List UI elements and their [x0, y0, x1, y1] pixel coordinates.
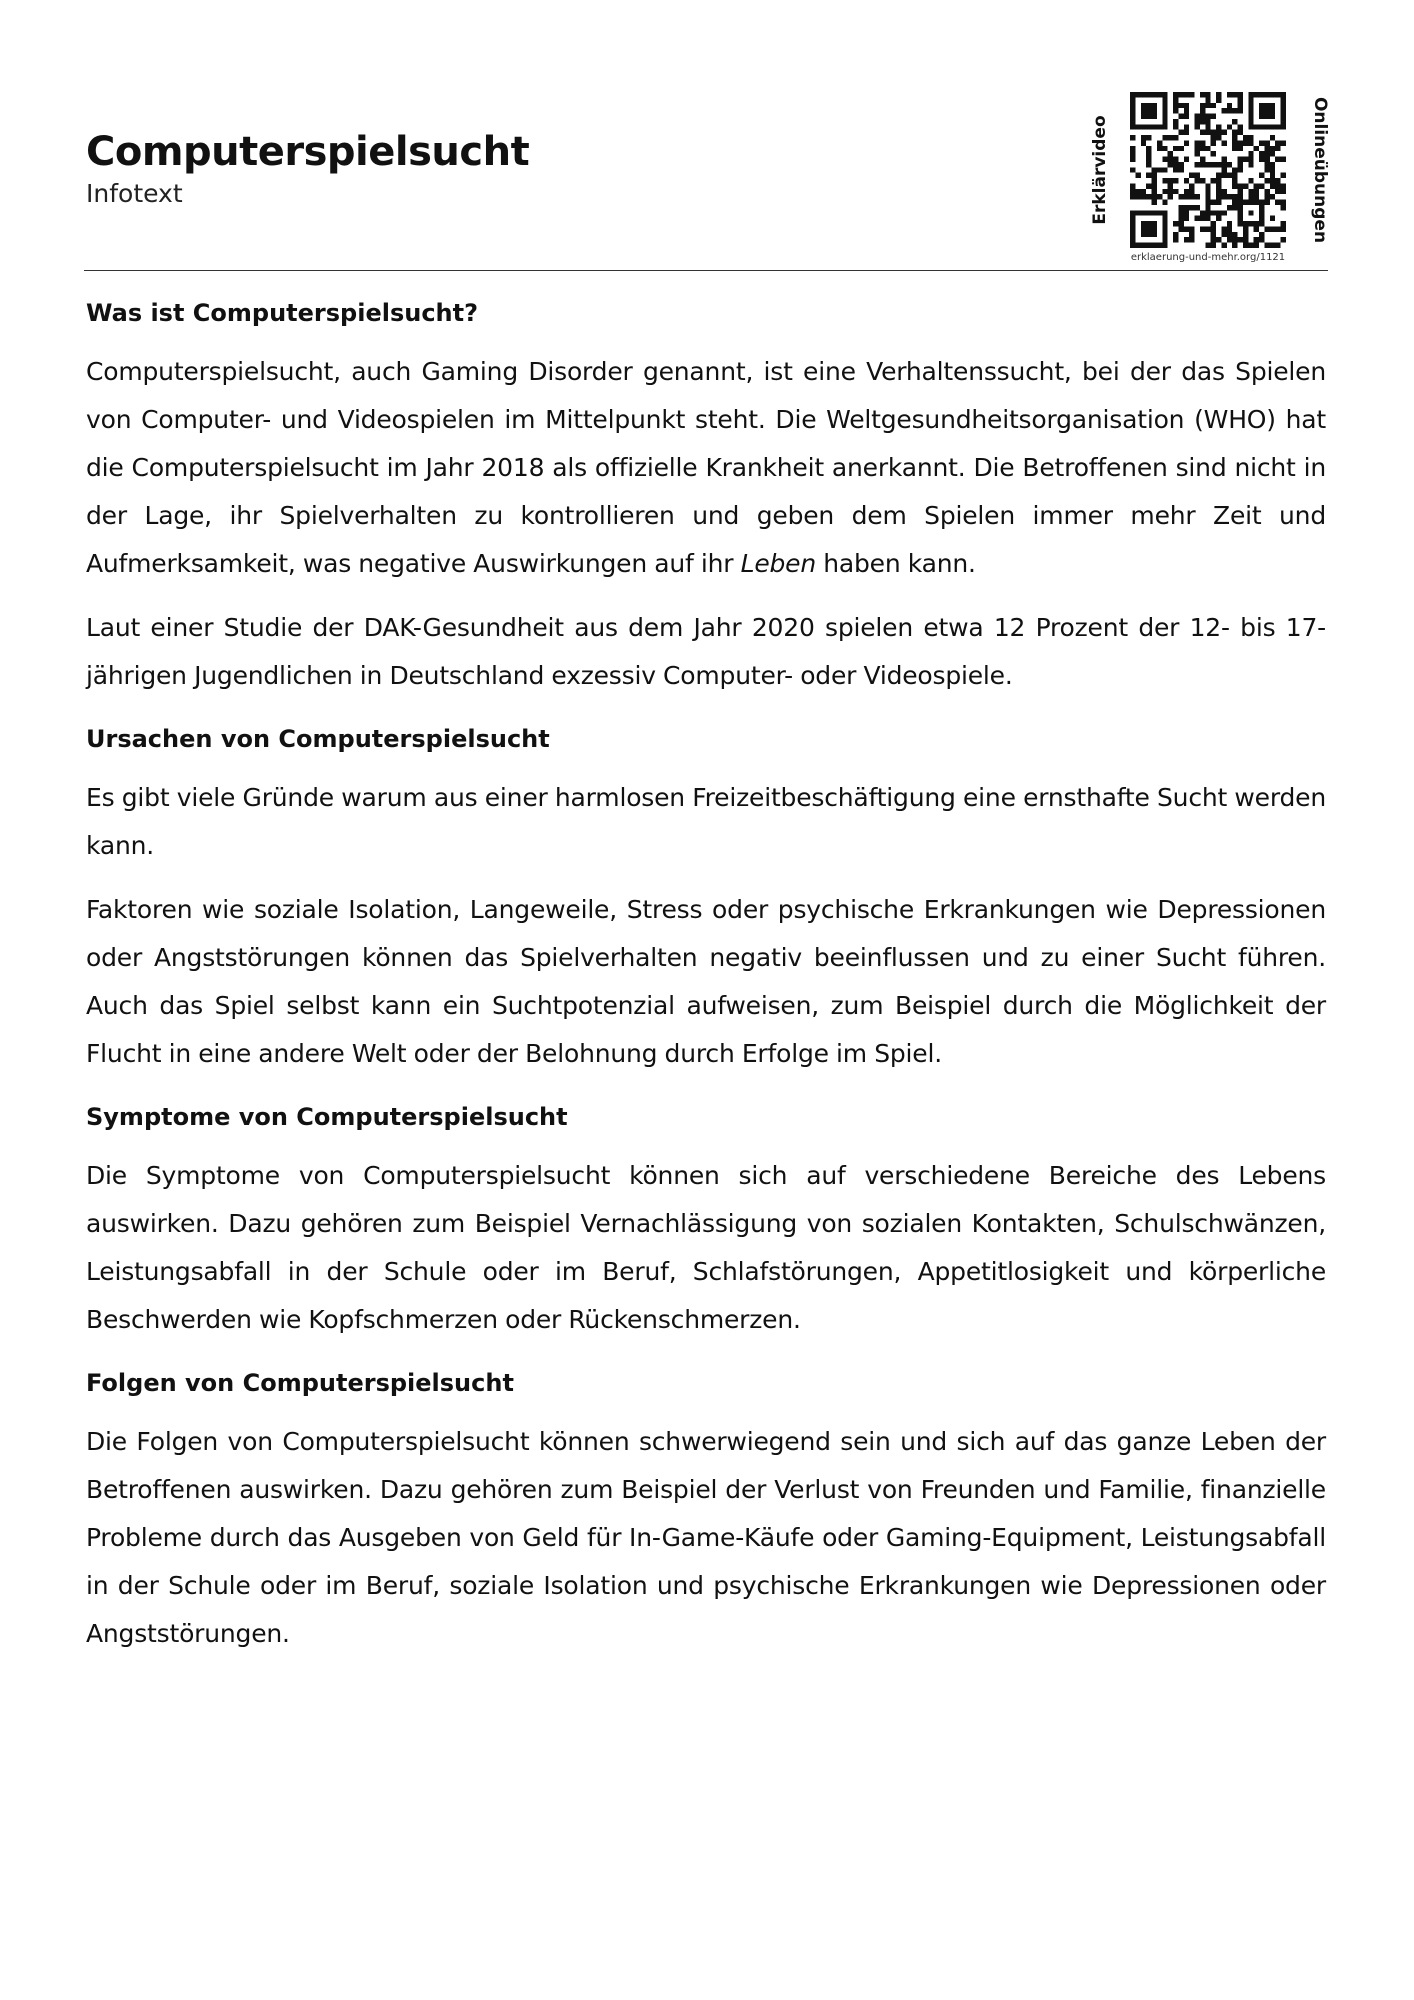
document-header — [86, 128, 529, 210]
qr-modules — [1130, 92, 1286, 248]
section-heading: Was ist Computerspielsucht? — [86, 299, 479, 327]
document-title: Computerspielsucht — [86, 129, 530, 175]
qr-label-explainer-video: Erklärvideo — [1090, 115, 1110, 225]
qr-code-icon[interactable] — [1130, 92, 1286, 248]
emphasized-word: Leben — [740, 549, 816, 578]
paragraph: Laut einer Studie der DAK-Gesundheit aus dem Jahr 2020 spielen etwa 12 Prozent der 12- bis 17-jährigen Jugendlichen in Deutschland exzessiv Computer- oder Videospiele. — [86, 613, 1326, 690]
section-causes — [86, 716, 1326, 1078]
section-consequences — [86, 1360, 1326, 1658]
section-what-is — [86, 290, 1326, 700]
paragraph: Faktoren wie soziale Isolation, Langeweile, Stress oder psychische Erkrankungen wie Depressionen oder Angststörungen können das Spielverhalten negativ beeinflussen und zu einer Sucht führen. Auch das Spiel selbst kann ein Suchtpotenzial aufweisen, zum Beispiel durch die Möglichkeit der Flucht in eine andere Welt oder der Belohnung durch Erfolge im Spiel. — [86, 895, 1326, 1068]
paragraph: Es gibt viele Gründe warum aus einer harmlosen Freizeitbeschäftigung eine ernsthafte Sucht werden kann. — [86, 783, 1326, 860]
paragraph: Die Symptome von Computerspielsucht können sich auf verschiedene Bereiche des Lebens auswirken. Dazu gehören zum Beispiel Vernachlässigung von sozialen Kontakten, Schulschwänzen, Leistungsabfall in der Schule oder im Beruf, Schlafstörungen, Appetitlosigkeit und körperliche Beschwerden wie Kopfschmerzen oder Rückenschmerzen. — [86, 1161, 1326, 1334]
section-heading: Symptome von Computerspielsucht — [86, 1103, 568, 1131]
section-symptoms — [86, 1094, 1326, 1344]
section-heading: Ursachen von Computerspielsucht — [86, 725, 550, 753]
header-divider — [84, 270, 1328, 271]
qr-url: erklaerung-und-mehr.org/1121 — [1130, 252, 1286, 263]
section-heading: Folgen von Computerspielsucht — [86, 1369, 514, 1397]
qr-label-online-exercises: Onlineübungen — [1310, 96, 1330, 244]
paragraph: Die Folgen von Computerspielsucht können schwerwiegend sein und sich auf das ganze Leben der Betroffenen auswirken. Dazu gehören zum Beispiel der Verlust von Freunden und Familie, finanzielle Probleme durch das Ausgeben von Geld für In-Game-Käufe oder Gaming-Equipment, Leistungsabfall in der Schule oder im Beruf, soziale Isolation und psychische Erkrankungen wie Depressionen oder Angststörungen. — [86, 1427, 1326, 1648]
document-body — [86, 290, 1326, 1674]
qr-code-block[interactable] — [1080, 90, 1340, 270]
document-subtitle: Infotext — [86, 179, 183, 208]
paragraph: Computerspielsucht, auch Gaming Disorder genannt, ist eine Verhaltenssucht, bei der das Spielen von Computer- und Videospielen im Mittelpunkt steht. Die Weltgesundheitsorganisation (WHO) hat die Computerspielsucht im Jahr 2018 als offizielle Krankheit anerkannt. Die Betroffenen sind nicht in der Lage, ihr Spielverhalten zu kontrollieren und geben dem Spielen immer mehr Zeit und Aufmerksamkeit, was negative Auswirkungen auf ihr Leben haben kann. — [86, 357, 1326, 578]
